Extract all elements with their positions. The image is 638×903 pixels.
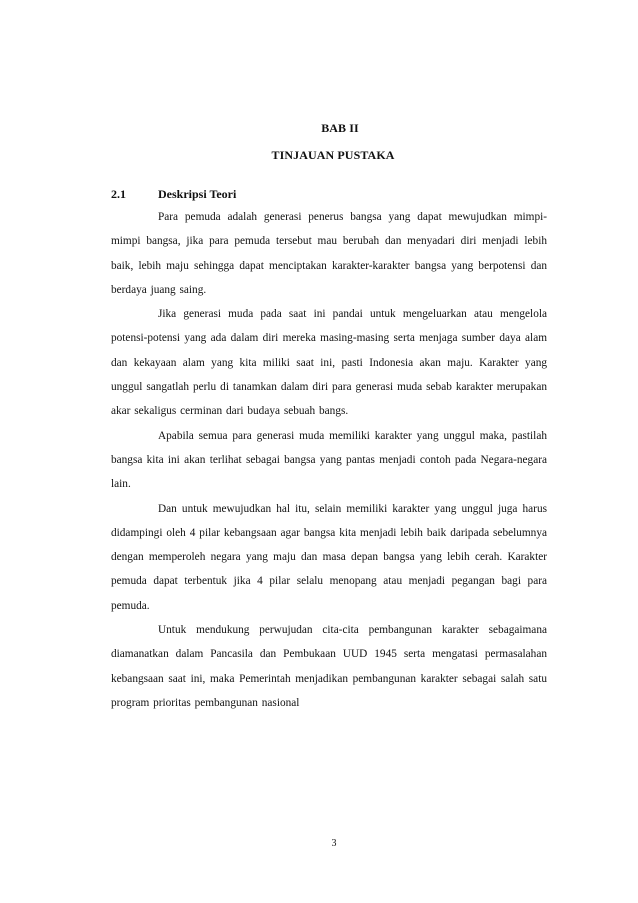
- paragraph: Para pemuda adalah generasi penerus bangsa yang dapat mewujudkan mimpi-mimpi bangsa, jika para pemuda tersebut mau berubah dan menyadari diri menjadi lebih baik, lebih maju sehingga dapat menciptakan karakter-karakter bangsa yang berpotensi dan berdaya juang saing.: [111, 211, 547, 296]
- section-number: 2.1: [111, 187, 126, 201]
- page-number: 3: [331, 838, 337, 849]
- paragraph: Untuk mendukung perwujudan cita-cita pembangunan karakter sebagaimana diamanatkan dalam Pancasila dan Pembukaan UUD 1945 serta mengatasi permasalahan kebangsaan saat ini, maka Pemerintah menjadikan pembangunan karakter sebagai salah satu program prioritas pembangunan nasional: [111, 624, 547, 709]
- body-text: [111, 205, 547, 715]
- paragraph: Apabila semua para generasi muda memiliki karakter yang unggul maka, pastilah bangsa kita ini akan terlihat sebagai bangsa yang pantas menjadi contoh pada Negara-negara lain.: [111, 429, 547, 491]
- paragraph: Dan untuk mewujudkan hal itu, selain memiliki karakter yang unggul juga harus didampingi oleh 4 pilar kebangsaan agar bangsa kita menjadi lebih baik daripada sebelumnya dengan memperoleh negara yang maju dan masa depan bangsa yang lebih cerah. Karakter pemuda dapat terbentuk jika 4 pilar selalu menopang atau menjadi pegangan bagi para pemuda.: [111, 502, 547, 612]
- section-title: Deskripsi Teori: [158, 187, 237, 201]
- chapter-title: TINJAUAN PUSTAKA: [271, 148, 395, 162]
- section-heading: [111, 187, 236, 202]
- chapter-number: BAB II: [321, 121, 359, 135]
- paragraph: Jika generasi muda pada saat ini pandai untuk mengeluarkan atau mengelola potensi-potensi yang ada dalam diri mereka masing-masing serta menjaga sumber daya alam dan kekayaan alam yang kita miliki saat ini, pasti Indonesia akan maju. Karakter yang unggul sangatlah perlu di tanamkan dalam diri para generasi muda sebab karakter merupakan akar sekaligus cerminan dari budaya sebuah bangs.: [111, 308, 547, 418]
